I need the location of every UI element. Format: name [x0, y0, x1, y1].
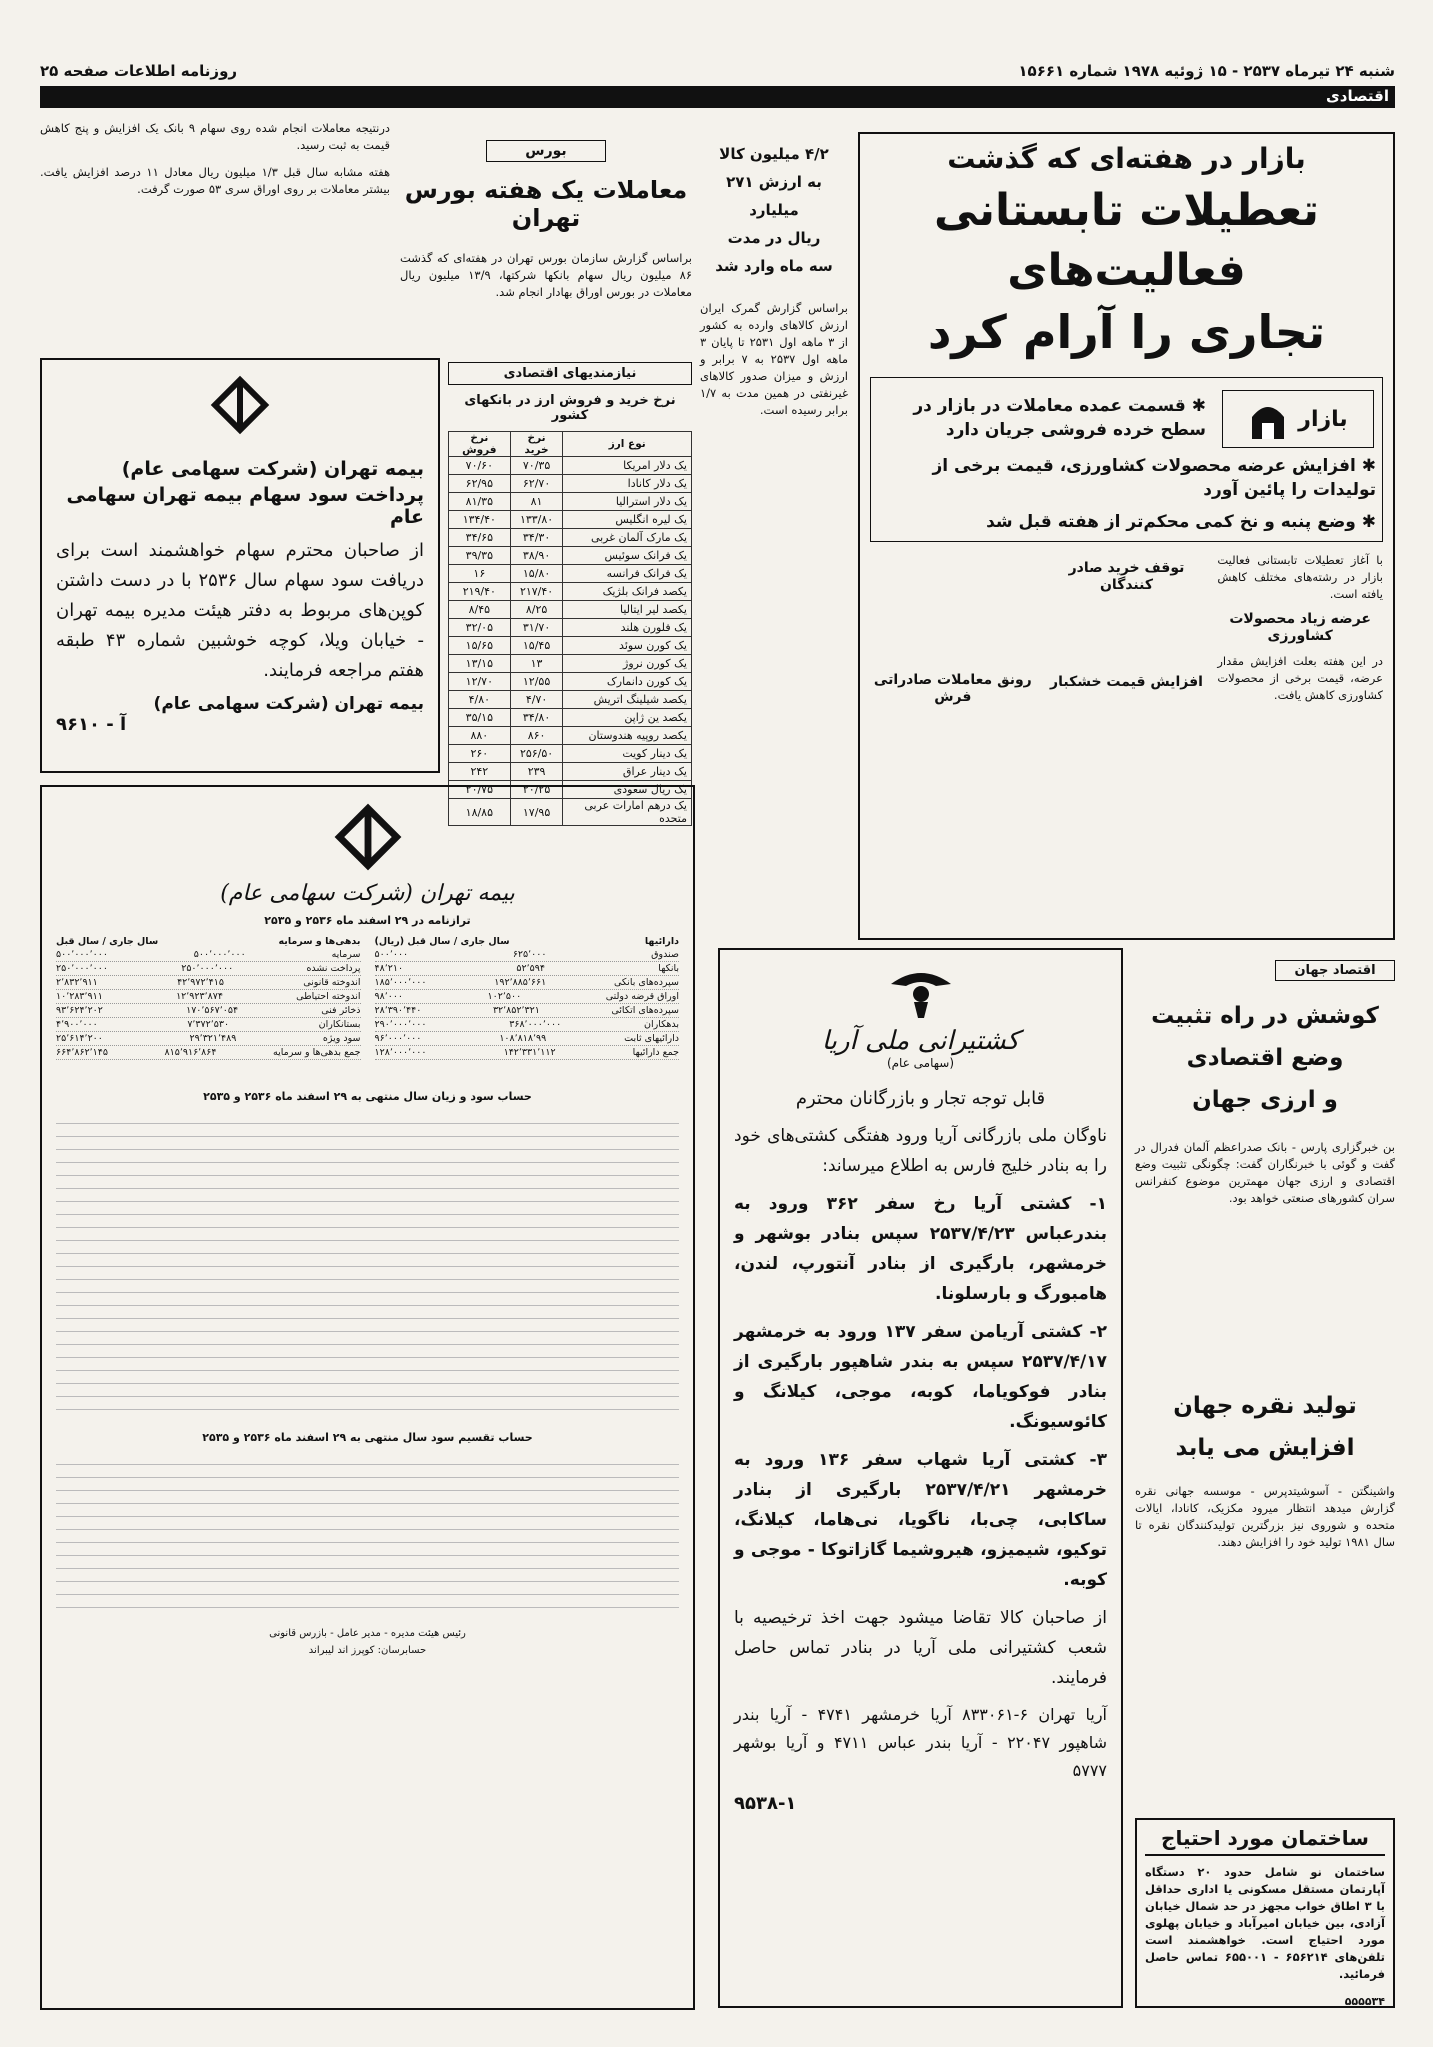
fx-label: نیازمندیهای اقتصادی: [448, 362, 692, 385]
balance-auditor: حسابرسان: کوپرز اند لیبراند: [308, 1645, 427, 1656]
fx-cell-sell: ۱۶: [449, 565, 511, 583]
fx-cell-sell: ۲۰/۷۵: [449, 781, 511, 799]
fin-item-current: ۳۲٬۸۵۲٬۳۲۱: [492, 1005, 540, 1016]
fx-row: [449, 619, 692, 637]
lead-kicker: بازار در هفته‌ای که گذشت: [947, 142, 1306, 175]
fx-cell-buy: ۸۱: [510, 493, 563, 511]
liability-row: [56, 962, 361, 976]
asset-row: [375, 990, 680, 1004]
fx-cell-buy: ۱۳۳/۸۰: [510, 511, 563, 529]
fx-cell-name: یکصد روپیه هندوستان: [563, 727, 692, 745]
fx-row: [449, 511, 692, 529]
fx-cell-buy: ۲۳۹: [510, 763, 563, 781]
bourse-label: بورس: [486, 140, 606, 162]
balance-signers: رئیس هیئت مدیره - مدیر عامل - بازرس قانونی: [269, 1628, 466, 1639]
fin-item-label: اندوخته احتیاطی: [296, 991, 361, 1002]
silver-story: [1135, 1385, 1395, 1805]
fx-cell-sell: ۱۲/۷۰: [449, 673, 511, 691]
fin-item-label: پرداخت نشده: [306, 963, 361, 974]
fin-item-prev: ۴۸٬۲۱۰: [374, 963, 404, 974]
fx-cell-buy: ۲۰/۲۵: [510, 781, 563, 799]
fin-item-current: ۱۰۸٬۸۱۸٬۹۹: [499, 1033, 547, 1044]
fin-item-prev: ۱۸۵٬۰۰۰٬۰۰۰: [374, 977, 427, 988]
fin-item-label: اوراق قرضه دولتی: [605, 991, 679, 1002]
asset-row: [375, 1032, 680, 1046]
fin-item-prev: ۹۸٬۰۰۰: [374, 991, 404, 1002]
fin-item-current: ۶۲۵٬۰۰۰: [512, 949, 547, 960]
customs-headline: ۴/۲ میلیون کالا به ارزش ۲۷۱ میلیارد ریال در مدت سه ماه وارد شد: [715, 145, 833, 275]
aria-item-2: ۲- کشتی آریامن سفر ۱۳۷ ورود به خرمشهر ۲۵۳۷/۴/۱۷ سپس به بندر شاهپور بارگیری از بنادر فوکویاما، کوبه، موجی، کیلانگ و کائوسیونگ.: [734, 1322, 1107, 1432]
fx-row: [449, 655, 692, 673]
balance-sheet: [40, 785, 695, 2010]
liability-row: [56, 1046, 361, 1060]
fin-item-label: سرمایه: [331, 949, 361, 960]
fx-cell-name: یک دینار عراق: [563, 763, 692, 781]
fx-section: [448, 362, 692, 825]
section-title: اقتصادی: [1326, 87, 1389, 105]
section-bar: [40, 86, 1395, 108]
fx-cell-sell: ۱۳۴/۴۰: [449, 511, 511, 529]
fx-title: نرخ خرید و فروش ارز در بانکهای کشور: [464, 393, 676, 423]
fx-row: [449, 583, 692, 601]
insurance-logo-icon: [56, 370, 424, 452]
fin-item-prev: ۱۲۸٬۰۰۰٬۰۰۰: [374, 1047, 427, 1058]
fx-cell-name: یک کورن نروژ: [563, 655, 692, 673]
fin-item-label: بانکها: [658, 963, 679, 974]
aria-item-3: ۳- کشتی آریا شهاب سفر ۱۳۶ ورود به خرمشهر ۲۵۳۷/۴/۲۱ بارگیری از بنادر ساکابی، چی‌با، ناگویا، نی‌هاما، کیلانگ، توکیو، شیمیزو، هیروشیما گازاتوکا - موجی و کوبه.: [734, 1450, 1107, 1590]
aria-logo-title: کشتیرانی ملی آریا: [821, 1026, 1020, 1056]
bourse-headline: معاملات یک هفته بورس تهران: [404, 176, 688, 232]
world-econ-story: [1135, 960, 1395, 1370]
fx-cell-name: یک دینار کویت: [563, 745, 692, 763]
fin-item-label: بستانکاران: [318, 1019, 361, 1030]
fx-cell-buy: ۷۰/۳۵: [510, 457, 563, 475]
building-code: ۵۵۵۵۳۴: [1344, 1994, 1385, 2008]
lead-col-1: [1217, 552, 1383, 714]
liability-row: [56, 1018, 361, 1032]
fx-row: [449, 565, 692, 583]
liability-row: [56, 990, 361, 1004]
liability-row: [56, 948, 361, 962]
fx-cell-name: یک دلار امریکا: [563, 457, 692, 475]
fin-item-label: سپرده‌های اتکائی: [611, 1005, 679, 1016]
fx-row: [449, 475, 692, 493]
fx-cell-name: یک ریال سعودی: [563, 781, 692, 799]
fin-item-prev: ۶۶۴٬۸۶۲٬۱۴۵: [56, 1047, 108, 1058]
fx-cell-name: یک فرانک سوئیس: [563, 547, 692, 565]
dist-lines: [56, 1452, 679, 1612]
fx-cell-sell: ۸/۴۵: [449, 601, 511, 619]
world-econ-label: اقتصاد جهان: [1275, 960, 1395, 981]
fin-item-label: دارائیهای ثابت: [624, 1033, 679, 1044]
building-body: ساختمان نو شامل حدود ۲۰ دستگاه آپارتمان مستقل مسکونی یا اداری حداقل با ۳ اطاق خواب مجهز در حد شمال خیابان آزادی، بین خیابان امیرآباد و خیابان پهلوی مورد احتیاج است. خواهشمند است تلفن‌های ۶۵۶۲۱۴ - ۶۵۵۰۰۱ تماس حاصل فرمائید.: [1145, 1865, 1385, 1981]
fin-item-label: بدهکاران: [644, 1019, 679, 1030]
fx-cell-name: یک دلار کانادا: [563, 475, 692, 493]
fx-cell-buy: ۱۵/۸۰: [510, 565, 563, 583]
fx-cell-sell: ۳۴/۶۵: [449, 529, 511, 547]
fin-item-label: سپرده‌های بانکی: [614, 977, 679, 988]
liability-row: [56, 1032, 361, 1046]
bourse-body-1: براساس گزارش سازمان بورس تهران در هفته‌ای که گذشت ۸۶ میلیون ریال سهام بانکها شرکتها، ۱۳/۹ میلیون ریال معاملات در بورس اوراق بهادار انجام شد.: [400, 251, 693, 299]
fx-row: [449, 727, 692, 745]
fin-item-label: اندوخته قانونی: [303, 977, 361, 988]
bourse-story: [400, 140, 692, 350]
aria-emblem-icon: [734, 962, 1107, 1026]
lead-story: [858, 132, 1395, 940]
sub-heading-2: توقف خرید صادر کنندگان: [1068, 560, 1185, 593]
fx-cell-sell: ۸۱/۳۵: [449, 493, 511, 511]
sub-heading-4: رونق معاملات صادراتی فرش: [873, 672, 1032, 705]
world-econ-body: بن خبرگزاری پارس - بانک صدراعظم آلمان فدرال در گفت و گوئی با خبرنگاران گفت: چگونگی تثبیت وضع اقتصادی و ارزی جهان مهمترین موضوع کنفرانس سران کشورهای صنعتی خواهد بود.: [1135, 1140, 1395, 1205]
liabilities-column: [56, 935, 361, 1060]
balance-script-title: بیمه تهران (شرکت سهامی عام): [220, 881, 515, 906]
assets-column: [375, 935, 680, 1060]
bullet-2: ✱ افزایش عرضه محصولات کشاورزی، قیمت برخی از تولیدات را پائین آورد: [932, 456, 1376, 500]
fx-row: [449, 745, 692, 763]
fx-cell-buy: ۳۴/۸۰: [510, 709, 563, 727]
fx-cell-sell: ۱۸/۸۵: [449, 799, 511, 826]
fx-cell-name: یکصد شیلینگ اتریش: [563, 691, 692, 709]
fin-item-current: ۵۰۰٬۰۰۰٬۰۰۰: [193, 949, 246, 960]
fx-cell-sell: ۳۹/۳۵: [449, 547, 511, 565]
fx-cell-sell: ۲۱۹/۴۰: [449, 583, 511, 601]
fx-row: [449, 763, 692, 781]
fx-cell-buy: ۸۶۰: [510, 727, 563, 745]
fx-row: [449, 601, 692, 619]
fx-cell-name: یک دلار استرالیا: [563, 493, 692, 511]
lead-columns: [870, 552, 1383, 714]
fx-cell-sell: ۶۲/۹۵: [449, 475, 511, 493]
fx-col-sell: نرخ فروش: [449, 432, 511, 457]
insurance-title-1: بیمه تهران (شرکت سهامی عام): [121, 458, 424, 480]
aria-logo-sub: (سهامی عام): [886, 1056, 955, 1070]
fx-cell-name: یک فرانک فرانسه: [563, 565, 692, 583]
bank-summary-body: هفته مشابه سال قبل ۱/۳ میلیون ریال معادل ۱۱ درصد افزایش یافت. بیشتر معاملات بر روی اوراق سری ۵۳ صورت گرفت.: [40, 165, 391, 196]
insurance-ad: [40, 358, 440, 773]
asset-row: [375, 1018, 680, 1032]
bank-summary: [40, 120, 390, 350]
fx-row: [449, 637, 692, 655]
fx-row: [449, 493, 692, 511]
market-label-box: [1222, 390, 1374, 448]
fx-col-buy: نرخ خرید: [510, 432, 563, 457]
fin-item-prev: ۲۸٬۳۹۰٬۴۴۰: [374, 1005, 422, 1016]
fin-item-current: ۷٬۳۷۲٬۵۳۰: [187, 1019, 230, 1030]
fin-item-current: ۴۲٬۹۷۲٬۴۱۵: [177, 977, 224, 988]
fin-item-label: جمع بدهی‌ها و سرمایه: [273, 1047, 361, 1058]
fin-item-current: ۵۲٬۵۹۴: [516, 963, 545, 974]
building-ad: [1135, 1818, 1395, 2008]
fx-row: [449, 673, 692, 691]
fx-cell-name: یکصد ین ژاپن: [563, 709, 692, 727]
liability-row: [56, 976, 361, 990]
fx-cell-buy: ۱۳: [510, 655, 563, 673]
fx-row: [449, 709, 692, 727]
bullet-3: ✱ وضع پنبه و نخ کمی محکم‌تر از هفته قبل شد: [986, 512, 1376, 532]
aria-ad: [718, 948, 1123, 2008]
aria-closing: از صاحبان کالا تقاضا میشود جهت اخذ ترخیصیه با شعب کشتیرانی ملی آریا در بنادر تماس حاصل فرمایند.: [734, 1608, 1107, 1688]
insurance-title-2: پرداخت سود سهام بیمه تهران سهامی عام: [66, 484, 424, 528]
fx-cell-buy: ۳۸/۹۰: [510, 547, 563, 565]
fx-cell-sell: ۱۵/۶۵: [449, 637, 511, 655]
fin-item-label: سود ویژه: [322, 1033, 361, 1044]
fx-cell-name: یک مارک آلمان غربی: [563, 529, 692, 547]
insurance-body: از صاحبان محترم سهام خواهشمند است برای دریافت سود سهام سال ۲۵۳۶ با در دست داشتن کوپن‌های مربوط به دفتر هیئت مدیره بیمه تهران - خیابان ویلا، کوچه خوشبین شماره ۴۳ طبقه هفتم مراجعه فرمایند.: [56, 540, 424, 681]
asset-row: [375, 962, 680, 976]
balance-logo-icon: [56, 797, 679, 881]
fin-item-current: ۱۹۲٬۸۸۵٬۶۶۱: [494, 977, 547, 988]
pl-title: حساب سود و زیان سال منتهی به ۲۹ اسفند ماه ۲۵۳۶ و ۲۵۳۵: [203, 1090, 532, 1103]
fin-item-current: ۱۲٬۹۲۳٬۸۷۴: [176, 991, 223, 1002]
pl-lines: [56, 1111, 679, 1411]
fx-cell-name: یک درهم امارات عربی متحده: [563, 799, 692, 826]
fx-row: [449, 529, 692, 547]
market-label: بازار: [1298, 406, 1348, 432]
fx-cell-buy: ۸/۲۵: [510, 601, 563, 619]
fin-item-prev: ۴٬۹۰۰٬۰۰۰: [56, 1019, 98, 1030]
fx-cell-name: یکصد لیر ایتالیا: [563, 601, 692, 619]
fx-cell-name: یک لیره انگلیس: [563, 511, 692, 529]
asset-row: [375, 1004, 680, 1018]
liab-header: بدهی‌ها و سرمایه سال جاری / سال قبل: [56, 936, 361, 947]
fin-item-prev: ۵۰۰٬۰۰۰: [374, 949, 409, 960]
fin-item-prev: ۹۳٬۶۲۴٬۲۰۲: [56, 1005, 103, 1016]
fin-item-prev: ۲۹۰٬۰۰۰٬۰۰۰: [374, 1019, 427, 1030]
insurance-code: آ - ۹۶۱۰: [56, 714, 127, 735]
fx-cell-buy: ۳۱/۷۰: [510, 619, 563, 637]
lead-body-1: با آغاز تعطیلات تابستانی فعالیت بازار در رشته‌های مختلف کاهش یافته است.: [1217, 553, 1383, 601]
liability-row: [56, 1004, 361, 1018]
fx-table: [448, 431, 692, 826]
balance-columns: [56, 935, 679, 1060]
fin-item-prev: ۹۶٬۰۰۰٬۰۰۰: [374, 1033, 422, 1044]
fin-item-prev: ۲۵۰٬۰۰۰٬۰۰۰: [56, 963, 108, 974]
fin-item-prev: ۲٬۸۳۲٬۹۱۱: [56, 977, 98, 988]
fx-cell-sell: ۸۸۰: [449, 727, 511, 745]
balance-title: ترازنامه در ۲۹ اسفند ماه ۲۵۳۶ و ۲۵۳۵: [264, 914, 471, 927]
date-line: شنبه ۲۴ تیرماه ۲۵۳۷ - ۱۵ ژوئیه ۱۹۷۸ شماره ۱۵۶۶۱: [1018, 62, 1395, 80]
fx-cell-sell: ۷۰/۶۰: [449, 457, 511, 475]
fx-cell-sell: ۲۶۰: [449, 745, 511, 763]
sub-heading-3: افزایش قیمت خشکبار: [1050, 674, 1203, 690]
lead-col-3: [870, 552, 1036, 714]
fx-cell-name: یک فلورن هلند: [563, 619, 692, 637]
building-title: ساختمان مورد احتیاج: [1145, 1826, 1385, 1856]
insurance-sign: بیمه تهران (شرکت سهامی عام): [153, 694, 424, 714]
fx-cell-sell: ۱۳/۱۵: [449, 655, 511, 673]
fx-cell-buy: ۳۴/۳۰: [510, 529, 563, 547]
fin-item-current: ۲۵۰٬۰۰۰٬۰۰۰: [181, 963, 234, 974]
fx-cell-sell: ۳۲/۰۵: [449, 619, 511, 637]
lead-body-2: در این هفته بعلت افزایش مقدار عرضه، قیمت برخی از محصولات کشاورزی کاهش یافت.: [1217, 654, 1383, 702]
lead-headline-1: تعطیلات تابستانی فعالیت‌های: [934, 185, 1319, 296]
fx-row: [449, 547, 692, 565]
aria-body: ناوگان ملی بازرگانی آریا ورود هفتگی کشتی‌های خود را به بنادر خلیج فارس به اطلاع میرساند:: [734, 1126, 1107, 1176]
fin-item-current: ۲۹٬۳۲۱٬۴۸۹: [189, 1033, 237, 1044]
lead-col-2: [1044, 552, 1210, 714]
fx-cell-name: یک کورن دانمارک: [563, 673, 692, 691]
paper-page: روزنامه اطلاعات صفحه ۲۵: [40, 62, 238, 80]
lead-headline-2: تجاری را آرام کرد: [927, 305, 1326, 359]
fx-cell-buy: ۶۲/۷۰: [510, 475, 563, 493]
fx-cell-buy: ۱۷/۹۵: [510, 799, 563, 826]
fx-cell-sell: ۲۴۲: [449, 763, 511, 781]
fx-cell-sell: ۳۵/۱۵: [449, 709, 511, 727]
fx-cell-buy: ۱۵/۴۵: [510, 637, 563, 655]
sub-heading-1: عرضه زیاد محصولات کشاورزی: [1229, 611, 1371, 644]
fin-item-current: ۱۷۰٬۵۶۷٬۰۵۴: [186, 1005, 239, 1016]
silver-headline: تولید نقره جهان افزایش می یابد: [1173, 1393, 1357, 1461]
world-econ-headline: کوشش در راه تثبیت وضع اقتصادی و ارزی جهان: [1151, 1003, 1379, 1113]
aria-code: ۹۵۳۸-۱: [734, 1793, 797, 1814]
fin-item-label: صندوق: [651, 949, 679, 960]
aria-phones: آریا تهران ۶-۸۳۳۰۶۱ آریا خرمشهر ۴۷۴۱ - آریا بندر شاهپور ۲۲۰۴۷ - آریا بندر عباس ۴۷۱۱ و آریا بوشهر ۵۷۷۷: [734, 1705, 1108, 1780]
fx-cell-buy: ۱۲/۵۵: [510, 673, 563, 691]
fin-item-prev: ۵۰۰٬۰۰۰٬۰۰۰: [56, 949, 108, 960]
mosque-icon: [1248, 397, 1288, 441]
asset-row: [375, 948, 680, 962]
customs-body: براساس گزارش گمرک ایران ارزش کالاهای وارده به کشور از ۳ ماهه اول ۲۵۳۱ تا پایان ۳ ماهه اول ۲۵۳۷ به ۷ برابر و ارزش و میزان صدور کالاهای غیرنفتی در همین مدت به ۱/۷ برابر رسیده است.: [700, 301, 849, 417]
bourse-body-2: درنتیجه معاملات انجام شده روی سهام ۹ بانک یک افزایش و پنج کاهش قیمت به ثبت رسید.: [40, 121, 390, 152]
fx-col-currency: نوع ارز: [563, 432, 692, 457]
bullet-1: ✱ قسمت عمده معاملات در بازار در سطح خرده فروشی جریان دارد: [913, 396, 1206, 440]
fx-row: [449, 691, 692, 709]
fx-cell-name: یکصد فرانک بلژیک: [563, 583, 692, 601]
market-box: [870, 377, 1383, 542]
fin-item-current: ۱۴۲٬۳۳۱٬۱۱۲: [503, 1047, 556, 1058]
customs-story: [700, 140, 848, 935]
fin-item-current: ۸۱۵٬۹۱۶٬۸۶۴: [164, 1047, 217, 1058]
fin-item-prev: ۱۰٬۲۸۳٬۹۱۱: [56, 991, 103, 1002]
fx-cell-sell: ۴/۸۰: [449, 691, 511, 709]
fx-row: [449, 457, 692, 475]
fin-item-current: ۱۰۲٬۵۰۰: [487, 991, 522, 1002]
asset-row: [375, 976, 680, 990]
dist-title: حساب تقسیم سود سال منتهی به ۲۹ اسفند ماه ۲۵۳۶ و ۲۵۳۵: [202, 1431, 533, 1444]
fin-item-label: ذخائر فنی: [321, 1005, 361, 1016]
fx-cell-buy: ۲۵۶/۵۰: [510, 745, 563, 763]
fin-item-prev: ۲۵٬۶۱۴٬۲۰۰: [56, 1033, 103, 1044]
fx-cell-buy: ۴/۷۰: [510, 691, 563, 709]
assets-header: دارائیها سال جاری / سال قبل (ریال): [374, 936, 679, 947]
aria-item-1: ۱- کشتی آریا رخ سفر ۳۶۲ ورود به بندرعباس ۲۵۳۷/۴/۲۳ سپس بنادر بوشهر و خرمشهر، بارگیری از بنادر آنتورپ، لندن، هامبورگ و بارسلونا.: [734, 1194, 1108, 1304]
fin-item-label: جمع دارائیها: [632, 1047, 679, 1058]
silver-body: واشینگتن - آسوشیتدپرس - موسسه جهانی نقره گزارش میدهد انتظار میرود مکزیک، کانادا، ایالات متحده و شوروی نیز بزرگترین تولیدکنندگان نقره تا سال ۱۹۸۱ تولید خود را افزایش دهند.: [1135, 1484, 1395, 1549]
fx-cell-buy: ۲۱۷/۴۰: [510, 583, 563, 601]
aria-intro: قابل توجه تجار و بازرگانان محترم: [795, 1088, 1046, 1109]
asset-row: [375, 1046, 680, 1060]
fin-item-current: ۳۶۸٬۰۰۰٬۰۰۰: [509, 1019, 562, 1030]
fx-cell-name: یک کورن سوئد: [563, 637, 692, 655]
